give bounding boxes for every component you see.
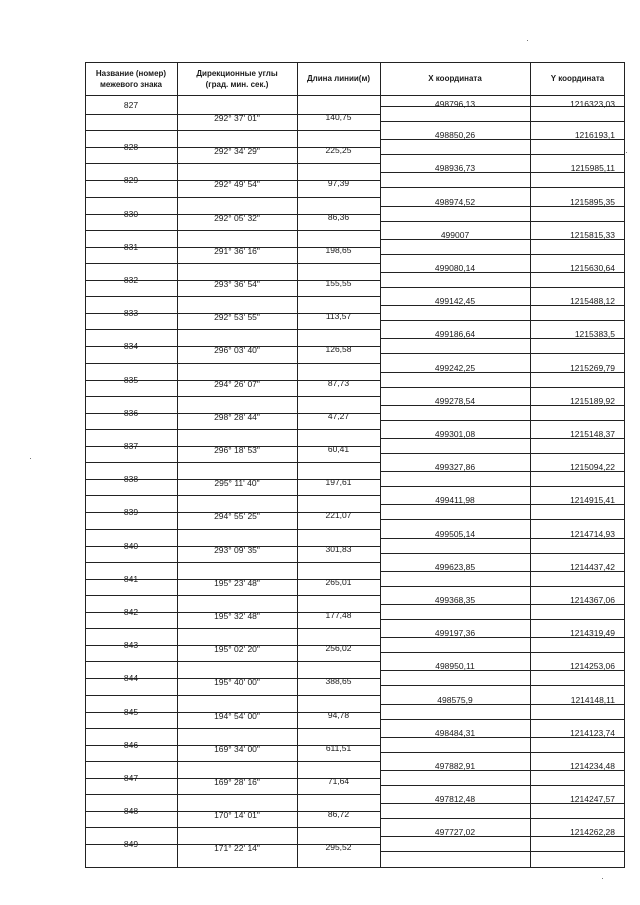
- y-coordinate: 1215815,33: [570, 230, 615, 240]
- row-line-right: [380, 785, 625, 786]
- mark-number: 845: [123, 707, 139, 717]
- direction-angle: 292° 05' 32": [214, 213, 260, 223]
- x-coordinate: 498950,11: [435, 661, 475, 671]
- line-length: 256,02: [325, 643, 352, 653]
- row-line-right: [380, 154, 625, 155]
- x-coordinate: 497812,48: [434, 794, 476, 804]
- mark-number: 847: [123, 773, 139, 783]
- y-coordinate: 1215269,79: [570, 363, 615, 373]
- y-coordinate: 1215383,5: [574, 329, 615, 339]
- y-coordinate: 1214367,06: [570, 595, 615, 605]
- y-coordinate: 1215488,12: [570, 296, 615, 306]
- direction-angle: 296° 18' 53": [214, 445, 260, 455]
- direction-angle: 292° 37' 01": [214, 113, 260, 123]
- direction-angle: 195° 23' 48": [214, 578, 260, 588]
- mark-number: 837: [123, 441, 139, 451]
- line-length: 60,41: [327, 444, 350, 454]
- y-coordinate: 1214253,06: [570, 661, 615, 671]
- row-line-right: [380, 353, 625, 354]
- row-line-right: [380, 685, 625, 686]
- row-line-left: [85, 429, 380, 430]
- row-line-left: [85, 230, 380, 231]
- scan-speck: [30, 458, 31, 459]
- y-coordinate: 1214234,48: [570, 761, 615, 771]
- x-coordinate: 499327,86: [434, 462, 476, 472]
- x-coordinate: 499368,35: [434, 595, 476, 605]
- scan-speck: [626, 152, 627, 153]
- direction-angle: 195° 40' 00": [214, 677, 260, 687]
- y-coordinate: 1214262,28: [570, 827, 615, 837]
- y-coordinate: 1214915,41: [570, 495, 615, 505]
- line-length: 197,61: [325, 477, 352, 487]
- direction-angle: 294° 55' 25": [214, 511, 260, 521]
- column-line: [624, 62, 625, 868]
- row-line-right: [380, 719, 625, 720]
- row-line-left: [85, 529, 380, 530]
- y-coordinate: 1214148,11: [570, 695, 615, 705]
- direction-angle: 292° 53' 55": [214, 312, 260, 322]
- header-line-length: Длина линии(м): [306, 74, 371, 83]
- row-line-left: [85, 163, 380, 164]
- line-length: 47,27: [327, 411, 350, 421]
- direction-angle: 194° 54' 00": [214, 711, 260, 721]
- line-length: 225,25: [325, 145, 352, 155]
- y-coordinate: 1214714,93: [570, 529, 615, 539]
- row-line-left: [85, 263, 380, 264]
- x-coordinate: 499080,14: [434, 263, 476, 273]
- mark-number: 848: [123, 806, 139, 816]
- row-line-right: [380, 619, 625, 620]
- row-line-left: [85, 495, 380, 496]
- y-coordinate: 1216323,03: [570, 99, 615, 109]
- x-coordinate: 499242,25: [434, 363, 476, 373]
- x-coordinate: 497727,02: [434, 827, 476, 837]
- mark-number: 828: [123, 142, 139, 152]
- direction-angle: 294° 26' 07": [214, 379, 260, 389]
- row-line-left: [85, 628, 380, 629]
- line-length: 295,52: [325, 842, 352, 852]
- line-length: 265,01: [325, 577, 352, 587]
- row-line-right: [380, 121, 625, 122]
- mark-number: 844: [123, 673, 139, 683]
- direction-angle: 293° 09' 35": [214, 545, 260, 555]
- row-line-right: [380, 453, 625, 454]
- direction-angle: 195° 32' 48": [214, 611, 260, 621]
- x-coordinate: 499197,36: [434, 628, 476, 638]
- line-length: 301,83: [325, 544, 352, 554]
- row-line-left: [85, 728, 380, 729]
- direction-angle: 171° 22' 14": [214, 843, 260, 853]
- x-coordinate: 499301,08: [434, 429, 476, 439]
- x-coordinate: 497882,91: [434, 761, 476, 771]
- row-line-right: [380, 387, 625, 388]
- scan-speck: [602, 878, 603, 879]
- direction-angle: 195° 02' 20": [214, 644, 260, 654]
- row-line-right: [380, 486, 625, 487]
- row-line-left: [85, 595, 380, 596]
- x-coordinate: 499007: [440, 230, 470, 240]
- row-line-left: [85, 329, 380, 330]
- x-coordinate: 498936,73: [434, 163, 476, 173]
- line-length: 221,07: [325, 510, 352, 520]
- row-line-right: [380, 287, 625, 288]
- y-coordinate: 1215985,11: [570, 163, 615, 173]
- row-line-right: [380, 818, 625, 819]
- x-coordinate: 499186,64: [434, 329, 476, 339]
- header-mark-name: Название (номер) межевого знака: [95, 68, 167, 89]
- y-coordinate: 1215189,92: [570, 396, 615, 406]
- line-length: 140,75: [325, 112, 352, 122]
- row-line-left: [85, 761, 380, 762]
- y-coordinate: 1215094,22: [570, 462, 615, 472]
- x-coordinate: 498850,26: [434, 130, 476, 140]
- line-length: 177,48: [325, 610, 352, 620]
- row-line-right: [380, 187, 625, 188]
- x-coordinate: 499505,14: [434, 529, 476, 539]
- y-coordinate: 1215630,64: [570, 263, 615, 273]
- x-coordinate: 498796,13: [434, 99, 476, 109]
- mark-number: 834: [123, 341, 139, 351]
- x-coordinate: 499623,85: [434, 562, 476, 572]
- line-length: 155,55: [325, 278, 352, 288]
- direction-angle: 296° 03' 40": [214, 345, 260, 355]
- line-length: 86,36: [327, 212, 350, 222]
- mark-number: 830: [123, 209, 139, 219]
- x-coordinate: 499278,54: [434, 396, 476, 406]
- row-line-right: [380, 851, 625, 852]
- line-length: 97,39: [327, 178, 350, 188]
- x-coordinate: 499411,98: [435, 495, 475, 505]
- row-line-left: [85, 130, 380, 131]
- row-line-left: [85, 396, 380, 397]
- y-coordinate: 1216193,1: [574, 130, 615, 140]
- line-length: 71,64: [327, 776, 350, 786]
- mark-number: 838: [123, 474, 139, 484]
- mark-number: 849: [123, 839, 139, 849]
- mark-number: 842: [123, 607, 139, 617]
- y-coordinate: 1214247,57: [570, 794, 615, 804]
- row-line-left: [85, 197, 380, 198]
- mark-number: 839: [123, 507, 139, 517]
- y-coordinate: 1215148,37: [570, 429, 615, 439]
- line-length: 126,58: [325, 344, 352, 354]
- row-line-right: [380, 519, 625, 520]
- mark-number: 829: [123, 175, 139, 185]
- mark-number: 833: [123, 308, 139, 318]
- row-line-right: [380, 752, 625, 753]
- direction-angle: 298° 28' 44": [214, 412, 260, 422]
- mark-number: 836: [123, 408, 139, 418]
- row-line-left: [85, 794, 380, 795]
- mark-number: 841: [123, 574, 139, 584]
- row-line-left: [85, 363, 380, 364]
- line-length: 94,78: [327, 710, 350, 720]
- x-coordinate: 498974,52: [434, 197, 476, 207]
- table-header: [85, 62, 625, 95]
- direction-angle: 292° 49' 54": [214, 179, 260, 189]
- y-coordinate: 1214319,49: [570, 628, 615, 638]
- mark-number: 846: [123, 740, 139, 750]
- table-border-bottom: [85, 867, 625, 868]
- x-coordinate: 499142,45: [434, 296, 476, 306]
- mark-number: 843: [123, 640, 139, 650]
- direction-angle: 292° 34' 29": [214, 146, 260, 156]
- line-length: 86,72: [327, 809, 350, 819]
- line-length: 113,57: [325, 311, 352, 321]
- direction-angle: 291° 36' 16": [214, 246, 260, 256]
- y-coordinate: 1214123,74: [570, 728, 615, 738]
- scan-speck: [527, 40, 528, 41]
- mark-number: 835: [123, 375, 139, 385]
- line-length: 388,65: [325, 676, 352, 686]
- direction-angle: 295° 11' 40": [214, 478, 260, 488]
- x-coordinate: 498484,31: [434, 728, 476, 738]
- header-x-coordinate: X координата: [428, 74, 482, 83]
- line-length: 87,73: [327, 378, 350, 388]
- boundary-coordinates-table: [85, 62, 625, 865]
- direction-angle: 170° 14' 01": [214, 810, 260, 820]
- line-length: 198,65: [325, 245, 352, 255]
- direction-angle: 169° 28' 16": [214, 777, 260, 787]
- mark-number: 832: [123, 275, 139, 285]
- mark-number: 827: [123, 100, 139, 110]
- mark-number: 840: [123, 541, 139, 551]
- direction-angle: 293° 36' 54": [214, 279, 260, 289]
- row-line-left: [85, 562, 380, 563]
- line-length: 611,51: [325, 743, 352, 753]
- y-coordinate: 1215895,35: [570, 197, 615, 207]
- row-line-left: [85, 462, 380, 463]
- row-line-left: [85, 827, 380, 828]
- row-line-right: [380, 553, 625, 554]
- header-y-coordinate: Y координата: [550, 74, 605, 83]
- x-coordinate: 498575,9: [437, 695, 473, 705]
- mark-number: 831: [123, 242, 139, 252]
- direction-angle: 169° 34' 00": [214, 744, 260, 754]
- header-bottom-line: [85, 95, 625, 96]
- row-line-right: [380, 586, 625, 587]
- header-direction-angle: Дирекционные углы (град. мин. сек.): [196, 68, 278, 89]
- row-line-left: [85, 661, 380, 662]
- row-line-left: [85, 695, 380, 696]
- y-coordinate: 1214437,42: [570, 562, 615, 572]
- row-line-left: [85, 296, 380, 297]
- row-line-right: [380, 320, 625, 321]
- row-line-right: [380, 652, 625, 653]
- row-line-right: [380, 254, 625, 255]
- row-line-right: [380, 221, 625, 222]
- row-line-right: [380, 420, 625, 421]
